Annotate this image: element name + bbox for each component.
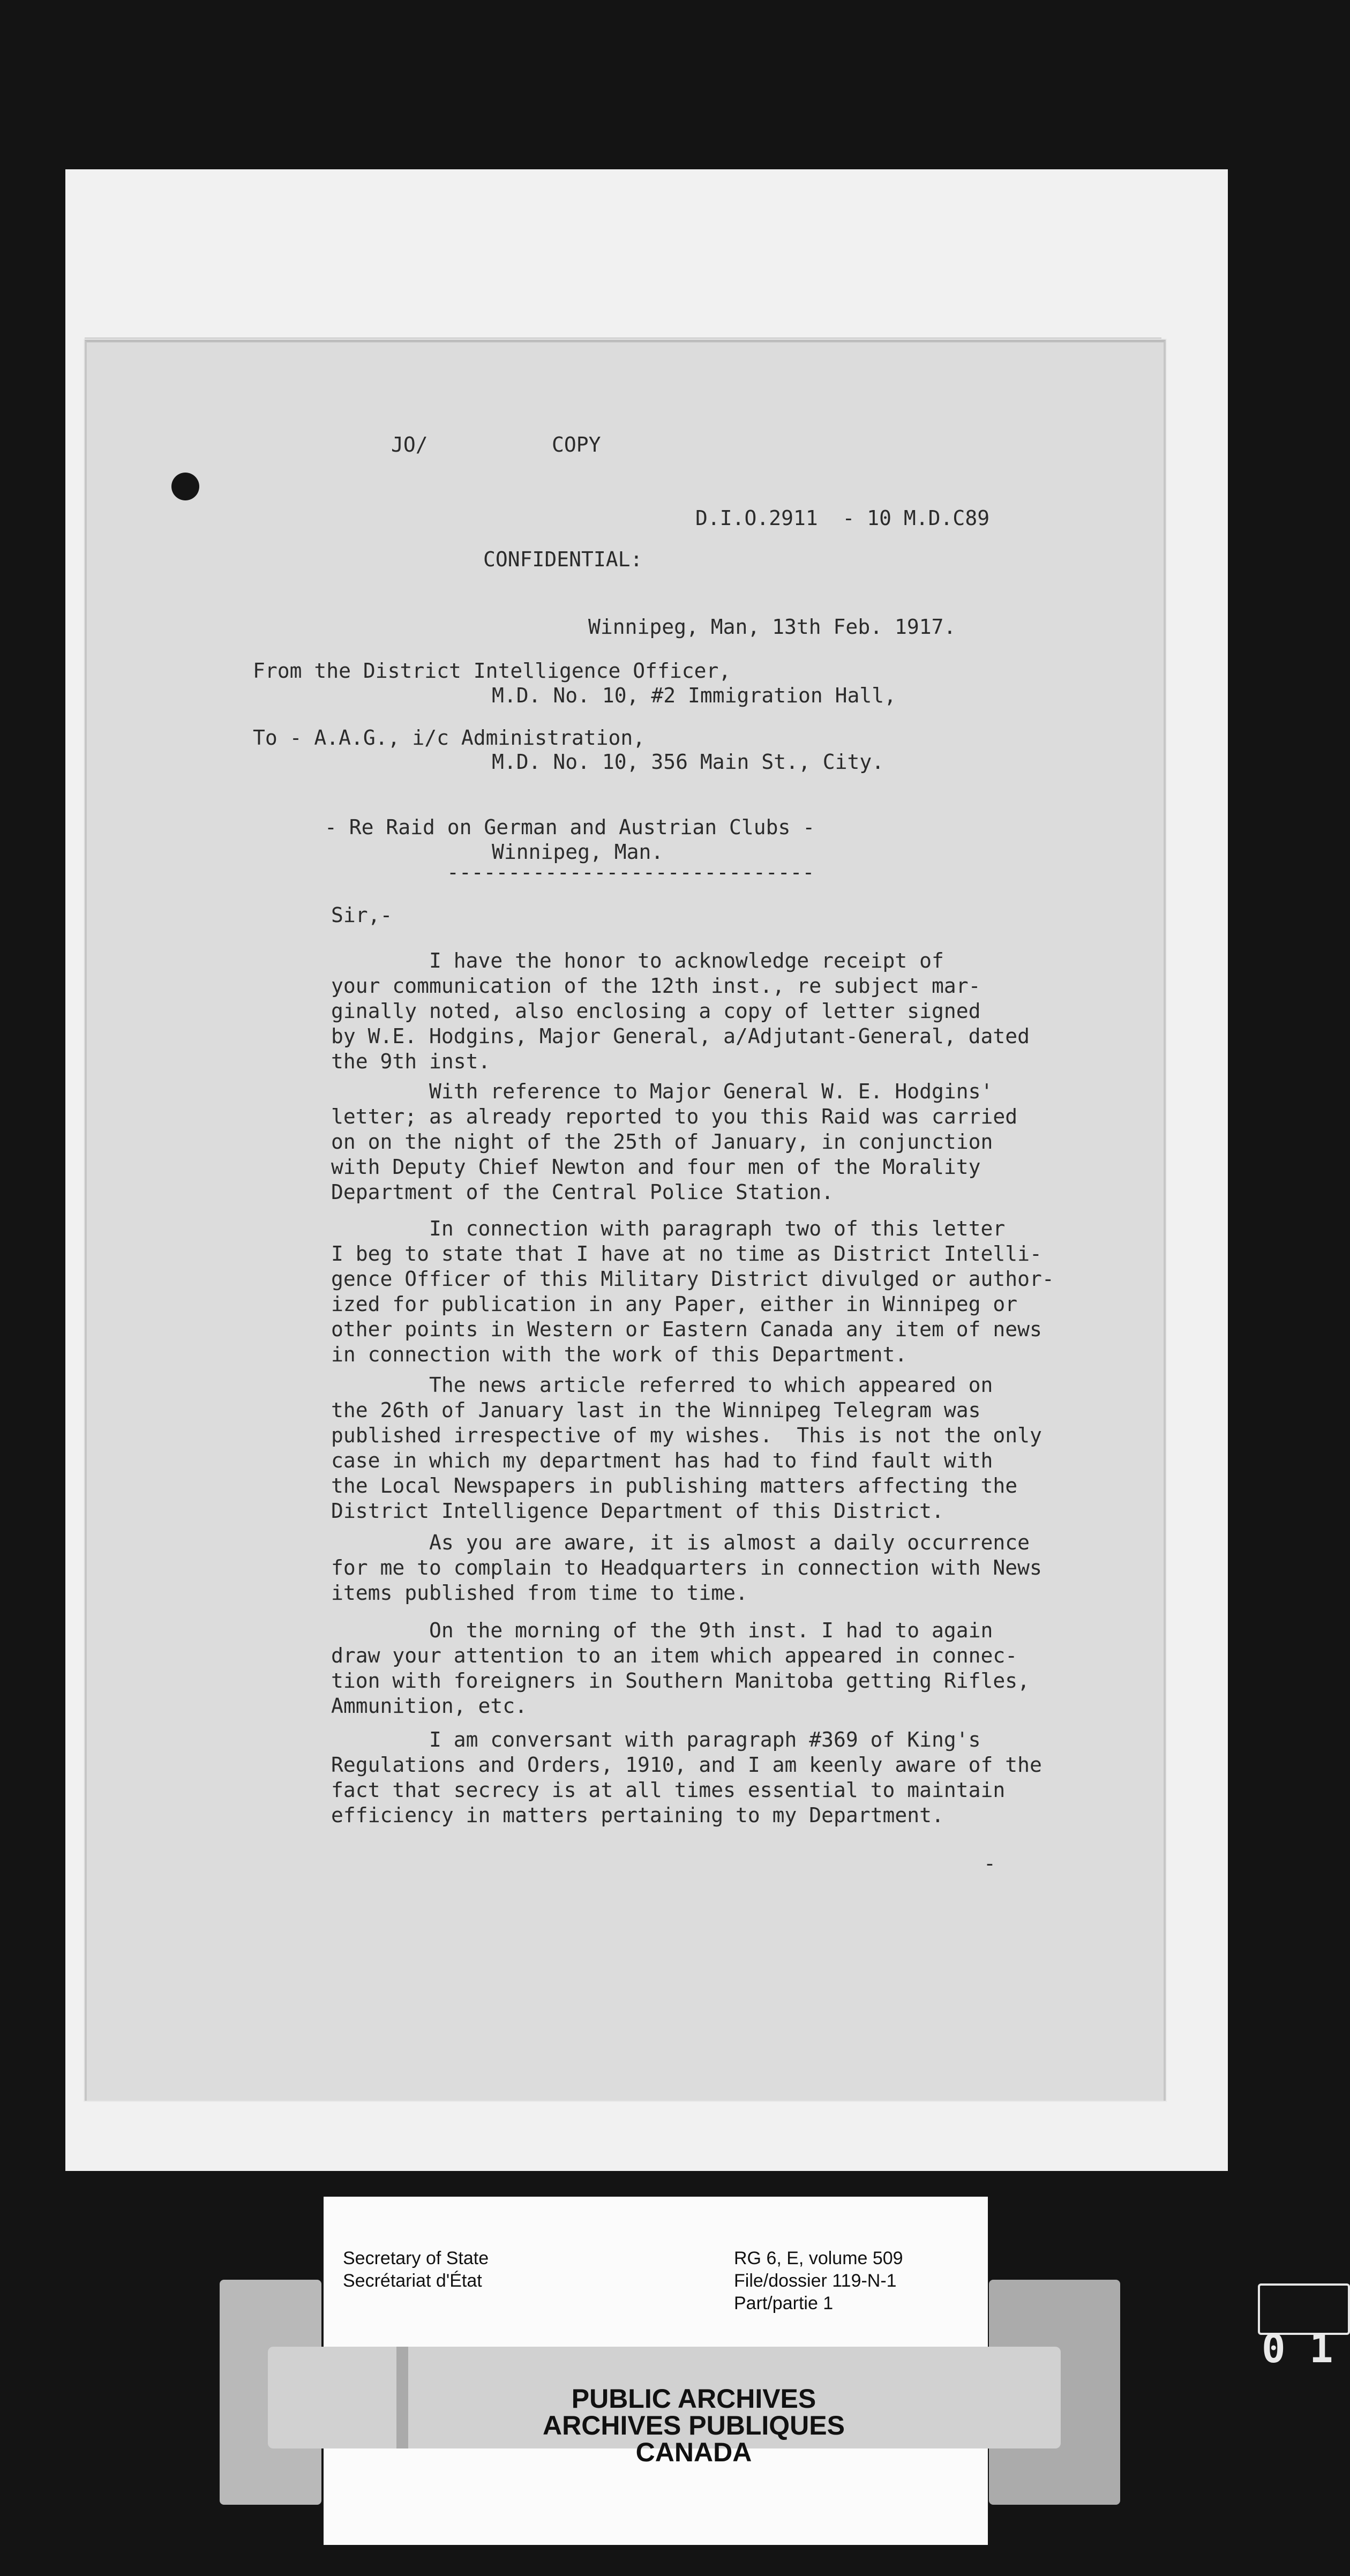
place-date: Winnipeg, Man, 13th Feb. 1917.	[588, 615, 956, 639]
file-reference: D.I.O.2911 - 10 M.D.C89	[695, 506, 990, 530]
subject-line-2: Winnipeg, Man.	[492, 840, 664, 864]
to-line-1: To - A.A.G., i/c Administration,	[253, 726, 646, 750]
body-paragraph-4: The news article referred to which appeared on the 26th of January last in the Winnipeg Telegram was published irrespective of my wishes. This is not the only case in which my department has had to find fault with the Local Newspapers in publishing matters affecting the District Intelligence Department of this District.	[331, 1373, 1042, 1523]
subject-underline: ------------------------------	[447, 860, 815, 884]
continuation-mark: -	[984, 1852, 996, 1875]
archive-stamp-text	[407, 2385, 980, 2466]
classification: CONFIDENTIAL:	[483, 548, 643, 571]
body-paragraph-1: I have the honor to acknowledge receipt of your communication of the 12th inst., re subject mar- ginally noted, also enclosing a copy of letter signed by W.E. Hodgins, Major General, a/Adjutant-General, dated the 9th inst.	[331, 949, 1030, 1073]
body-paragraph-3: In connection with paragraph two of this letter I beg to state that I have at no time as District Intelli- gence Officer of this Military District divulged or author- ized for publication in any Paper, either in Winnipeg or other points in Western or Eastern Canada any item of news in connection with the work of this Department.	[331, 1217, 1054, 1366]
archive-band-fold	[396, 2347, 408, 2448]
label-part: Part/partie 1	[734, 2293, 834, 2313]
label-file-reference: File/dossier 119-N-1	[734, 2271, 897, 2291]
label-department-en: Secretary of State	[343, 2248, 489, 2268]
frame-number: 0 1	[1262, 2326, 1333, 2372]
copy-mark: COPY	[552, 433, 601, 456]
subject-line-1: - Re Raid on German and Austrian Clubs -	[325, 815, 815, 839]
archive-stamp-line-2: ARCHIVES PUBLIQUES	[543, 2410, 845, 2440]
label-record-group: RG 6, E, volume 509	[734, 2248, 903, 2268]
body-paragraph-5: As you are aware, it is almost a daily occurrence for me to complain to Headquarters in connection with News items published from time to time.	[331, 1531, 1042, 1605]
salutation: Sir,-	[331, 903, 393, 927]
from-line-1: From the District Intelligence Officer,	[253, 659, 731, 683]
to-line-2: M.D. No. 10, 356 Main St., City.	[492, 750, 884, 774]
body-paragraph-7: I am conversant with paragraph #369 of King's Regulations and Orders, 1910, and I am keenly aware of the fact that secrecy is at all times essential to maintain efficiency in matters pertaining to my Department.	[331, 1728, 1042, 1827]
archive-stamp-line-1: PUBLIC ARCHIVES	[571, 2384, 816, 2414]
punch-hole	[171, 473, 199, 500]
label-department-fr: Secrétariat d'État	[343, 2271, 482, 2291]
from-line-2: M.D. No. 10, #2 Immigration Hall,	[492, 684, 896, 707]
body-paragraph-6: On the morning of the 9th inst. I had to again draw your attention to an item which appeared in connec- tion with foreigners in Southern Manitoba getting Rifles, Ammunition, etc.	[331, 1619, 1030, 1718]
body-paragraph-2: With reference to Major General W. E. Hodgins' letter; as already reported to you this Raid was carried on on the night of the 25th of January, in conjunction with Deputy Chief Newton and four men of the Morality Department of the Central Police Station.	[331, 1080, 1018, 1204]
typist-initials: JO/	[391, 433, 428, 456]
archive-stamp-line-3: CANADA	[635, 2437, 752, 2467]
